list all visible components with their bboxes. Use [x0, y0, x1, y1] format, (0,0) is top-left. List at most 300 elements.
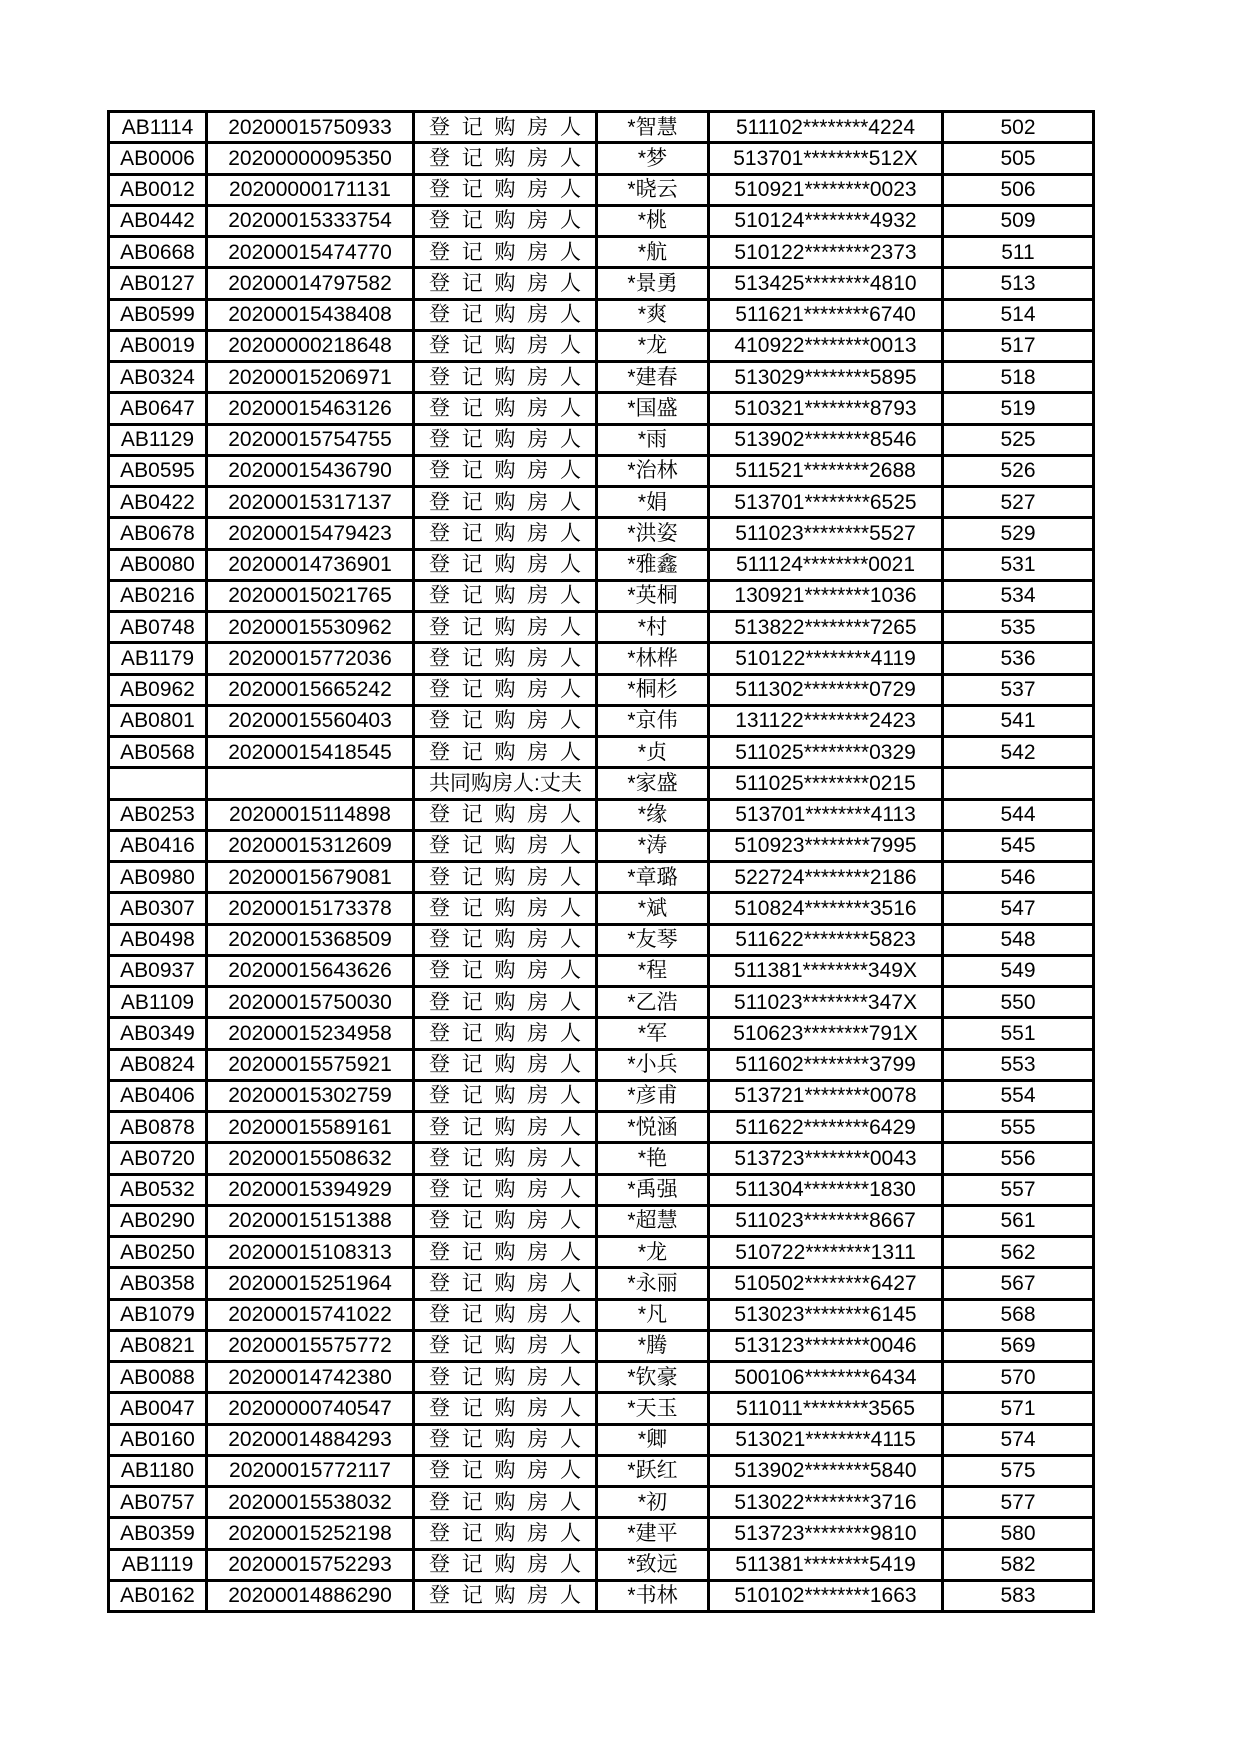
cell-id_number: 410922********0013	[709, 330, 943, 361]
cell-buyer_type: 登记购房人	[414, 487, 597, 518]
cell-code: AB0216	[109, 580, 207, 611]
cell-code: AB0720	[109, 1143, 207, 1174]
cell-rank: 511	[943, 237, 1094, 268]
cell-code: AB0019	[109, 330, 207, 361]
cell-buyer_type: 登记购房人	[414, 1112, 597, 1143]
table-row	[109, 1455, 1094, 1486]
cell-code: AB0980	[109, 862, 207, 893]
cell-rank: 574	[943, 1424, 1094, 1455]
cell-name: *洪姿	[597, 518, 709, 549]
cell-code: AB0349	[109, 1018, 207, 1049]
cell-rank: 526	[943, 455, 1094, 486]
table-row	[109, 1424, 1094, 1455]
cell-name: *致远	[597, 1549, 709, 1580]
cell-application_no: 20200015538032	[207, 1487, 414, 1518]
cell-application_no: 20200015752293	[207, 1549, 414, 1580]
cell-name: *书林	[597, 1580, 709, 1611]
cell-application_no: 20200015302759	[207, 1080, 414, 1111]
table-row	[109, 580, 1094, 611]
cell-application_no: 20200015508632	[207, 1143, 414, 1174]
cell-name: *建春	[597, 362, 709, 393]
buyer-registration-table	[107, 110, 1095, 1613]
cell-rank: 562	[943, 1237, 1094, 1268]
cell-buyer_type: 登记购房人	[414, 580, 597, 611]
cell-code: AB0080	[109, 549, 207, 580]
cell-name: *缘	[597, 799, 709, 830]
cell-application_no: 20200015575772	[207, 1330, 414, 1361]
table-body	[109, 112, 1094, 1612]
cell-application_no: 20200014736901	[207, 549, 414, 580]
cell-application_no: 20200015643626	[207, 955, 414, 986]
cell-id_number: 511602********3799	[709, 1049, 943, 1080]
cell-buyer_type: 共同购房人:丈夫	[414, 768, 597, 799]
cell-id_number: 511023********5527	[709, 518, 943, 549]
cell-buyer_type: 登记购房人	[414, 205, 597, 236]
cell-rank: 529	[943, 518, 1094, 549]
cell-id_number: 513022********3716	[709, 1487, 943, 1518]
cell-rank: 583	[943, 1580, 1094, 1611]
table-row	[109, 1018, 1094, 1049]
cell-name: *斌	[597, 893, 709, 924]
cell-code: AB0012	[109, 174, 207, 205]
cell-buyer_type: 登记购房人	[414, 455, 597, 486]
cell-application_no: 20200015394929	[207, 1174, 414, 1205]
cell-rank: 517	[943, 330, 1094, 361]
cell-id_number: 513902********8546	[709, 424, 943, 455]
cell-id_number: 513029********5895	[709, 362, 943, 393]
table-row	[109, 737, 1094, 768]
table-row	[109, 424, 1094, 455]
cell-code: AB1119	[109, 1549, 207, 1580]
cell-rank: 547	[943, 893, 1094, 924]
cell-buyer_type: 登记购房人	[414, 1018, 597, 1049]
cell-rank: 544	[943, 799, 1094, 830]
cell-code: AB0160	[109, 1424, 207, 1455]
cell-rank: 555	[943, 1112, 1094, 1143]
cell-id_number: 511304********1830	[709, 1174, 943, 1205]
cell-rank: 534	[943, 580, 1094, 611]
cell-name: *娟	[597, 487, 709, 518]
cell-rank: 505	[943, 143, 1094, 174]
cell-buyer_type: 登记购房人	[414, 174, 597, 205]
cell-application_no: 20200015173378	[207, 893, 414, 924]
cell-id_number: 511622********6429	[709, 1112, 943, 1143]
table-row	[109, 862, 1094, 893]
table-row	[109, 1112, 1094, 1143]
table-row	[109, 1237, 1094, 1268]
cell-application_no: 20200015114898	[207, 799, 414, 830]
cell-buyer_type: 登记购房人	[414, 112, 597, 143]
cell-rank: 568	[943, 1299, 1094, 1330]
cell-buyer_type: 登记购房人	[414, 1455, 597, 1486]
cell-buyer_type: 登记购房人	[414, 1299, 597, 1330]
cell-id_number: 511124********0021	[709, 549, 943, 580]
cell-rank: 506	[943, 174, 1094, 205]
cell-name: *桐杉	[597, 674, 709, 705]
cell-name: *爽	[597, 299, 709, 330]
cell-id_number: 510923********7995	[709, 830, 943, 861]
cell-rank: 570	[943, 1362, 1094, 1393]
cell-rank: 514	[943, 299, 1094, 330]
table-row	[109, 362, 1094, 393]
cell-buyer_type: 登记购房人	[414, 1487, 597, 1518]
cell-code: AB0748	[109, 612, 207, 643]
cell-rank	[943, 768, 1094, 799]
cell-rank: 569	[943, 1330, 1094, 1361]
cell-code: AB0324	[109, 362, 207, 393]
cell-application_no: 20200015317137	[207, 487, 414, 518]
cell-name: *悦涵	[597, 1112, 709, 1143]
cell-application_no: 20200015206971	[207, 362, 414, 393]
cell-code: AB0127	[109, 268, 207, 299]
cell-application_no: 20200015251964	[207, 1268, 414, 1299]
cell-application_no	[207, 768, 414, 799]
cell-buyer_type: 登记购房人	[414, 237, 597, 268]
cell-code: AB0678	[109, 518, 207, 549]
table-row	[109, 1299, 1094, 1330]
cell-id_number: 511023********347X	[709, 987, 943, 1018]
cell-buyer_type: 登记购房人	[414, 612, 597, 643]
cell-name: *彦甫	[597, 1080, 709, 1111]
cell-code: AB0595	[109, 455, 207, 486]
cell-name: *涛	[597, 830, 709, 861]
cell-rank: 542	[943, 737, 1094, 768]
cell-rank: 580	[943, 1518, 1094, 1549]
cell-code: AB0878	[109, 1112, 207, 1143]
cell-buyer_type: 登记购房人	[414, 799, 597, 830]
cell-id_number: 511025********0215	[709, 768, 943, 799]
cell-name: *超慧	[597, 1205, 709, 1236]
table-row	[109, 393, 1094, 424]
cell-application_no: 20200015530962	[207, 612, 414, 643]
cell-name: *家盛	[597, 768, 709, 799]
cell-code: AB1109	[109, 987, 207, 1018]
cell-buyer_type: 登记购房人	[414, 924, 597, 955]
cell-id_number: 513425********4810	[709, 268, 943, 299]
cell-application_no: 20200015772117	[207, 1455, 414, 1486]
cell-code	[109, 768, 207, 799]
cell-id_number: 511011********3565	[709, 1393, 943, 1424]
cell-id_number: 511381********5419	[709, 1549, 943, 1580]
cell-buyer_type: 登记购房人	[414, 393, 597, 424]
table-row	[109, 987, 1094, 1018]
cell-id_number: 510722********1311	[709, 1237, 943, 1268]
cell-id_number: 511102********4224	[709, 112, 943, 143]
cell-id_number: 513822********7265	[709, 612, 943, 643]
table-row	[109, 674, 1094, 705]
cell-code: AB0416	[109, 830, 207, 861]
cell-id_number: 510502********6427	[709, 1268, 943, 1299]
cell-buyer_type: 登记购房人	[414, 1580, 597, 1611]
cell-application_no: 20200015418545	[207, 737, 414, 768]
cell-buyer_type: 登记购房人	[414, 1362, 597, 1393]
cell-id_number: 510321********8793	[709, 393, 943, 424]
cell-rank: 582	[943, 1549, 1094, 1580]
table-row	[109, 1174, 1094, 1205]
cell-buyer_type: 登记购房人	[414, 362, 597, 393]
cell-application_no: 20200000218648	[207, 330, 414, 361]
cell-application_no: 20200015234958	[207, 1018, 414, 1049]
cell-buyer_type: 登记购房人	[414, 1174, 597, 1205]
cell-application_no: 20200015772036	[207, 643, 414, 674]
cell-name: *友琴	[597, 924, 709, 955]
cell-id_number: 511381********349X	[709, 955, 943, 986]
cell-rank: 509	[943, 205, 1094, 236]
cell-application_no: 20200015750933	[207, 112, 414, 143]
cell-id_number: 510824********3516	[709, 893, 943, 924]
cell-buyer_type: 登记购房人	[414, 862, 597, 893]
cell-code: AB0307	[109, 893, 207, 924]
cell-rank: 571	[943, 1393, 1094, 1424]
table-row	[109, 1330, 1094, 1361]
cell-name: *英桐	[597, 580, 709, 611]
table-row	[109, 924, 1094, 955]
cell-name: *村	[597, 612, 709, 643]
cell-id_number: 513902********5840	[709, 1455, 943, 1486]
table-row	[109, 612, 1094, 643]
cell-name: *梦	[597, 143, 709, 174]
cell-code: AB0568	[109, 737, 207, 768]
cell-buyer_type: 登记购房人	[414, 1424, 597, 1455]
cell-application_no: 20200015575921	[207, 1049, 414, 1080]
cell-name: *军	[597, 1018, 709, 1049]
cell-id_number: 510122********2373	[709, 237, 943, 268]
table-row	[109, 455, 1094, 486]
cell-rank: 548	[943, 924, 1094, 955]
cell-application_no: 20200014797582	[207, 268, 414, 299]
table-row	[109, 518, 1094, 549]
table-row	[109, 1080, 1094, 1111]
cell-rank: 554	[943, 1080, 1094, 1111]
table-row	[109, 549, 1094, 580]
cell-rank: 537	[943, 674, 1094, 705]
cell-application_no: 20200015474770	[207, 237, 414, 268]
cell-buyer_type: 登记购房人	[414, 1205, 597, 1236]
cell-id_number: 511025********0329	[709, 737, 943, 768]
cell-buyer_type: 登记购房人	[414, 830, 597, 861]
cell-code: AB0358	[109, 1268, 207, 1299]
cell-id_number: 513721********0078	[709, 1080, 943, 1111]
cell-rank: 502	[943, 112, 1094, 143]
cell-code: AB1079	[109, 1299, 207, 1330]
cell-application_no: 20200015754755	[207, 424, 414, 455]
cell-code: AB0824	[109, 1049, 207, 1080]
cell-code: AB1114	[109, 112, 207, 143]
cell-id_number: 130921********1036	[709, 580, 943, 611]
table-row	[109, 768, 1094, 799]
cell-id_number: 510102********1663	[709, 1580, 943, 1611]
table-row	[109, 268, 1094, 299]
cell-rank: 577	[943, 1487, 1094, 1518]
cell-name: *智慧	[597, 112, 709, 143]
table-row	[109, 112, 1094, 143]
table-row	[109, 799, 1094, 830]
table-row	[109, 1487, 1094, 1518]
cell-name: *艳	[597, 1143, 709, 1174]
cell-buyer_type: 登记购房人	[414, 955, 597, 986]
cell-application_no: 20200014884293	[207, 1424, 414, 1455]
cell-id_number: 511302********0729	[709, 674, 943, 705]
table-row	[109, 487, 1094, 518]
cell-application_no: 20200015560403	[207, 705, 414, 736]
cell-code: AB0250	[109, 1237, 207, 1268]
cell-code: AB0006	[109, 143, 207, 174]
cell-buyer_type: 登记购房人	[414, 705, 597, 736]
cell-code: AB0359	[109, 1518, 207, 1549]
cell-rank: 531	[943, 549, 1094, 580]
cell-code: AB0962	[109, 674, 207, 705]
cell-buyer_type: 登记购房人	[414, 330, 597, 361]
cell-application_no: 20200000740547	[207, 1393, 414, 1424]
table-row	[109, 1143, 1094, 1174]
cell-id_number: 513701********6525	[709, 487, 943, 518]
cell-name: *腾	[597, 1330, 709, 1361]
cell-name: *天玉	[597, 1393, 709, 1424]
cell-id_number: 511622********5823	[709, 924, 943, 955]
cell-application_no: 20200015479423	[207, 518, 414, 549]
cell-id_number: 513123********0046	[709, 1330, 943, 1361]
cell-application_no: 20200015438408	[207, 299, 414, 330]
cell-code: AB0757	[109, 1487, 207, 1518]
cell-buyer_type: 登记购房人	[414, 518, 597, 549]
cell-rank: 561	[943, 1205, 1094, 1236]
cell-application_no: 20200015368509	[207, 924, 414, 955]
cell-code: AB0647	[109, 393, 207, 424]
cell-id_number: 513701********4113	[709, 799, 943, 830]
cell-name: *雅鑫	[597, 549, 709, 580]
cell-name: *小兵	[597, 1049, 709, 1080]
table-row	[109, 955, 1094, 986]
table-row	[109, 893, 1094, 924]
cell-rank: 535	[943, 612, 1094, 643]
cell-id_number: 522724********2186	[709, 862, 943, 893]
table-row	[109, 643, 1094, 674]
cell-rank: 549	[943, 955, 1094, 986]
table-row	[109, 330, 1094, 361]
cell-name: *京伟	[597, 705, 709, 736]
cell-name: *禹强	[597, 1174, 709, 1205]
cell-name: *初	[597, 1487, 709, 1518]
cell-id_number: 511023********8667	[709, 1205, 943, 1236]
table-row	[109, 1580, 1094, 1611]
cell-code: AB0498	[109, 924, 207, 955]
cell-buyer_type: 登记购房人	[414, 299, 597, 330]
cell-application_no: 20200015665242	[207, 674, 414, 705]
cell-name: *卿	[597, 1424, 709, 1455]
cell-rank: 536	[943, 643, 1094, 674]
cell-application_no: 20200015312609	[207, 830, 414, 861]
cell-name: *乙浩	[597, 987, 709, 1018]
cell-name: *建平	[597, 1518, 709, 1549]
cell-rank: 575	[943, 1455, 1094, 1486]
cell-application_no: 20200014886290	[207, 1580, 414, 1611]
cell-id_number: 510122********4119	[709, 643, 943, 674]
cell-code: AB0088	[109, 1362, 207, 1393]
table-row	[109, 1268, 1094, 1299]
table-row	[109, 237, 1094, 268]
cell-application_no: 20200015108313	[207, 1237, 414, 1268]
cell-code: AB1180	[109, 1455, 207, 1486]
cell-code: AB0290	[109, 1205, 207, 1236]
cell-application_no: 20200015750030	[207, 987, 414, 1018]
cell-rank: 551	[943, 1018, 1094, 1049]
cell-id_number: 513021********4115	[709, 1424, 943, 1455]
cell-rank: 546	[943, 862, 1094, 893]
cell-code: AB1179	[109, 643, 207, 674]
cell-buyer_type: 登记购房人	[414, 143, 597, 174]
cell-application_no: 20200015252198	[207, 1518, 414, 1549]
cell-buyer_type: 登记购房人	[414, 268, 597, 299]
cell-rank: 553	[943, 1049, 1094, 1080]
cell-id_number: 510623********791X	[709, 1018, 943, 1049]
cell-name: *景勇	[597, 268, 709, 299]
cell-rank: 550	[943, 987, 1094, 1018]
cell-code: AB0406	[109, 1080, 207, 1111]
cell-application_no: 20200000171131	[207, 174, 414, 205]
table-row	[109, 205, 1094, 236]
cell-name: *国盛	[597, 393, 709, 424]
cell-application_no: 20200015151388	[207, 1205, 414, 1236]
cell-rank: 518	[943, 362, 1094, 393]
cell-id_number: 513023********6145	[709, 1299, 943, 1330]
table-row	[109, 1518, 1094, 1549]
cell-name: *凡	[597, 1299, 709, 1330]
cell-id_number: 511621********6740	[709, 299, 943, 330]
cell-buyer_type: 登记购房人	[414, 1549, 597, 1580]
cell-rank: 513	[943, 268, 1094, 299]
cell-buyer_type: 登记购房人	[414, 674, 597, 705]
cell-rank: 519	[943, 393, 1094, 424]
cell-code: AB0668	[109, 237, 207, 268]
cell-id_number: 510921********0023	[709, 174, 943, 205]
cell-buyer_type: 登记购房人	[414, 1518, 597, 1549]
cell-application_no: 20200015463126	[207, 393, 414, 424]
cell-id_number: 510124********4932	[709, 205, 943, 236]
cell-code: AB0599	[109, 299, 207, 330]
cell-application_no: 20200015589161	[207, 1112, 414, 1143]
cell-name: *桃	[597, 205, 709, 236]
cell-name: *永丽	[597, 1268, 709, 1299]
cell-name: *航	[597, 237, 709, 268]
cell-name: *治林	[597, 455, 709, 486]
cell-rank: 525	[943, 424, 1094, 455]
cell-name: *林桦	[597, 643, 709, 674]
cell-buyer_type: 登记购房人	[414, 1393, 597, 1424]
cell-buyer_type: 登记购房人	[414, 1237, 597, 1268]
table-row	[109, 705, 1094, 736]
cell-id_number: 513723********0043	[709, 1143, 943, 1174]
table-row	[109, 174, 1094, 205]
cell-code: AB0162	[109, 1580, 207, 1611]
table-row	[109, 143, 1094, 174]
cell-id_number: 511521********2688	[709, 455, 943, 486]
cell-name: *跃红	[597, 1455, 709, 1486]
table-row	[109, 299, 1094, 330]
cell-id_number: 131122********2423	[709, 705, 943, 736]
cell-application_no: 20200015021765	[207, 580, 414, 611]
cell-buyer_type: 登记购房人	[414, 1268, 597, 1299]
cell-id_number: 513723********9810	[709, 1518, 943, 1549]
cell-rank: 567	[943, 1268, 1094, 1299]
cell-code: AB0937	[109, 955, 207, 986]
cell-rank: 556	[943, 1143, 1094, 1174]
cell-name: *晓云	[597, 174, 709, 205]
cell-rank: 545	[943, 830, 1094, 861]
cell-rank: 557	[943, 1174, 1094, 1205]
cell-buyer_type: 登记购房人	[414, 737, 597, 768]
cell-buyer_type: 登记购房人	[414, 643, 597, 674]
table-row	[109, 1362, 1094, 1393]
